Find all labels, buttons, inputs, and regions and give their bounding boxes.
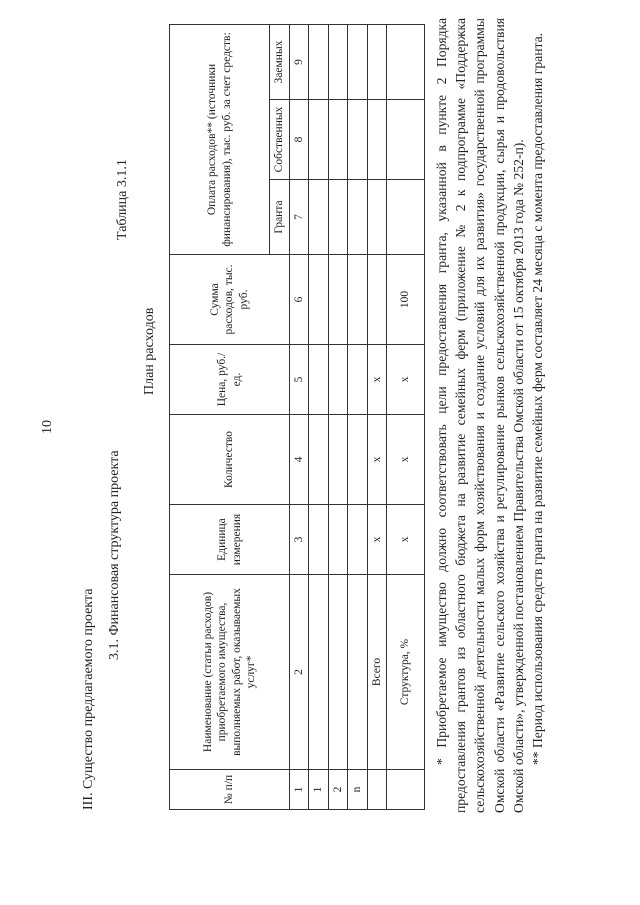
header-name: Наименование (статьи расходов) приобретаемого имущества, выполняемых работ, оказываемых услуг*	[170, 575, 290, 770]
col-num: 5	[290, 345, 309, 415]
col-num: 8	[290, 100, 309, 180]
table-number: Таблица 3.1.1	[115, 159, 130, 240]
total-price: x	[367, 345, 386, 415]
col-num: 9	[290, 24, 309, 99]
total-row	[367, 24, 386, 809]
footnotes	[432, 18, 547, 813]
header-own: Собственных	[270, 100, 290, 180]
col-num: 3	[290, 505, 309, 575]
subsection-title: 3.1. Финансовая структура проекта	[107, 450, 122, 660]
table-row	[348, 24, 367, 809]
structure-qty: x	[386, 415, 424, 505]
header-sum: Сумма расходов, тыс. руб.	[170, 255, 290, 345]
page-number: 10	[40, 420, 55, 434]
column-number-row	[290, 24, 309, 809]
footnote-2: ** Период использования средств гранта на развитие семейных ферм составляет 24 месяца с момента предоставления гранта.	[530, 32, 546, 765]
col-num: 6	[290, 255, 309, 345]
col-num: 4	[290, 415, 309, 505]
table-caption: План расходов	[142, 307, 157, 395]
structure-unit: x	[386, 505, 424, 575]
header-loan: Заемных	[270, 24, 290, 99]
structure-row	[386, 24, 424, 809]
table-row	[328, 24, 347, 809]
total-qty: x	[367, 415, 386, 505]
structure-sum: 100	[386, 255, 424, 345]
header-unit: Единица измерения	[170, 505, 290, 575]
structure-label: Структура, %	[386, 575, 424, 770]
row-num: n	[348, 770, 367, 810]
header-qty: Количество	[170, 415, 290, 505]
col-num: 1	[290, 770, 309, 810]
table-header-row	[170, 24, 270, 809]
expense-plan-table	[169, 24, 425, 810]
section-title: III. Существо предлагаемого проекта	[81, 588, 96, 810]
col-num: 7	[290, 180, 309, 255]
total-unit: x	[367, 505, 386, 575]
structure-price: x	[386, 345, 424, 415]
header-num: № п/п	[170, 770, 290, 810]
header-grant: Гранта	[270, 180, 290, 255]
row-num: 1	[309, 770, 328, 810]
total-label: Всего	[367, 575, 386, 770]
col-num: 2	[290, 575, 309, 770]
header-price: Цена, руб./ед.	[170, 345, 290, 415]
table-row	[309, 24, 328, 809]
header-pay-group: Оплата расходов** (источники финансирования), тыс. руб. за счет средств:	[170, 24, 270, 254]
row-num: 2	[328, 770, 347, 810]
footnote-1: * Приобретаемое имущество должно соответствовать цели предоставления гранта, указанной в пункте 2 Порядка предоставления грантов из областного бюджета на развитие семейных ферм (приложение № 2 к подпрограмме «Поддержка сельскохозяйственной деятельности малых форм хозяйствования и создание условий для их развития» государственной программы Омской области «Развитие сельского хозяйства и регулирование рынков сельскохозяйственной продукции, сырья и продовольствия Омской области», утвержденной постановлением Правительства Омской области от 15 октября 2013 года № 252-п).	[434, 18, 526, 813]
